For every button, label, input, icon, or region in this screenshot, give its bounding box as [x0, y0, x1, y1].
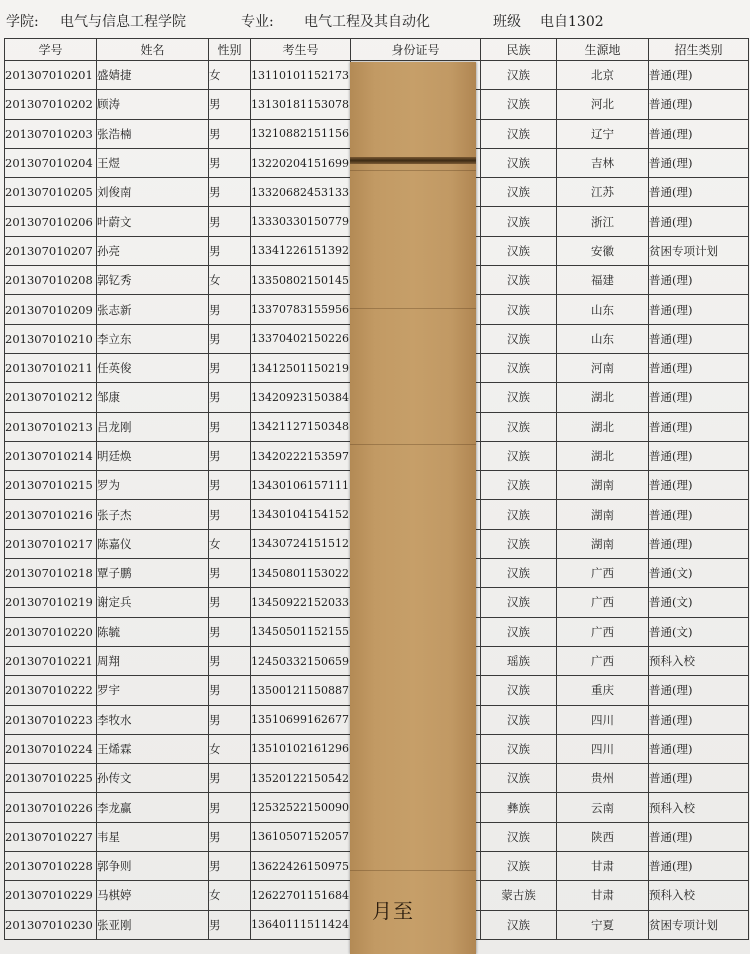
cell-name: 郭钇秀: [97, 266, 209, 295]
major-label: 专业:: [241, 14, 274, 30]
cell-student-id: 201307010220: [5, 617, 97, 646]
cell-name: 孙亮: [97, 236, 209, 265]
cell-origin: 四川: [557, 705, 649, 734]
cell-origin: 福建: [557, 266, 649, 295]
cell-student-id: 201307010201: [5, 61, 97, 90]
table-header-row: [5, 39, 749, 61]
cell-exam-no: 13610507152057: [251, 822, 351, 851]
cell-ethnicity: 汉族: [481, 910, 557, 939]
cell-gender: 男: [209, 441, 251, 470]
cell-student-id: 201307010222: [5, 676, 97, 705]
cell-name: 罗为: [97, 471, 209, 500]
cell-student-id: 201307010215: [5, 471, 97, 500]
cell-category: 普通(理): [649, 353, 749, 382]
cell-exam-no: 12450332150659: [251, 646, 351, 675]
cell-origin: 广西: [557, 617, 649, 646]
strip-crease: [350, 170, 476, 171]
cell-ethnicity: 汉族: [481, 148, 557, 177]
cell-name: 王煜: [97, 148, 209, 177]
cell-name: 张亚刚: [97, 910, 209, 939]
college-value: 电气与信息工程学院: [60, 14, 186, 30]
cell-gender: 男: [209, 119, 251, 148]
cell-gender: 男: [209, 471, 251, 500]
cell-origin: 四川: [557, 734, 649, 763]
cell-gender: 男: [209, 793, 251, 822]
cell-student-id: 201307010217: [5, 529, 97, 558]
cell-origin: 山东: [557, 324, 649, 353]
cell-name: 张志新: [97, 295, 209, 324]
strip-handwriting: 月至: [372, 899, 414, 923]
cell-category: 预科入校: [649, 793, 749, 822]
cell-exam-no: 13450501152155: [251, 617, 351, 646]
col-header-category: 招生类别: [649, 39, 749, 61]
cell-gender: 男: [209, 822, 251, 851]
cell-origin: 广西: [557, 646, 649, 675]
cell-ethnicity: 汉族: [481, 61, 557, 90]
cell-student-id: 201307010228: [5, 852, 97, 881]
cell-name: 任英俊: [97, 353, 209, 382]
col-header-origin: 生源地: [557, 39, 649, 61]
cell-ethnicity: 汉族: [481, 705, 557, 734]
cell-origin: 甘肃: [557, 881, 649, 910]
cell-category: 贫困专项计划: [649, 236, 749, 265]
cell-ethnicity: 汉族: [481, 471, 557, 500]
cell-exam-no: 13350802150145: [251, 266, 351, 295]
cell-origin: 吉林: [557, 148, 649, 177]
cell-ethnicity: 蒙古族: [481, 881, 557, 910]
cell-ethnicity: 汉族: [481, 734, 557, 763]
cell-ethnicity: 汉族: [481, 266, 557, 295]
cell-student-id: 201307010229: [5, 881, 97, 910]
cell-exam-no: 13320682453133: [251, 178, 351, 207]
cell-gender: 男: [209, 412, 251, 441]
major-value: 电气工程及其自动化: [304, 14, 430, 30]
col-header-student-id: 学号: [5, 39, 97, 61]
cell-gender: 男: [209, 705, 251, 734]
cell-student-id: 201307010219: [5, 588, 97, 617]
cell-student-id: 201307010225: [5, 764, 97, 793]
cell-name: 韦星: [97, 822, 209, 851]
cell-name: 李龙赢: [97, 793, 209, 822]
cell-gender: 男: [209, 588, 251, 617]
cell-student-id: 201307010213: [5, 412, 97, 441]
cell-exam-no: 13370402150226: [251, 324, 351, 353]
cell-name: 罗宇: [97, 676, 209, 705]
cell-ethnicity: 汉族: [481, 588, 557, 617]
cell-gender: 男: [209, 852, 251, 881]
cell-exam-no: 13450922152033: [251, 588, 351, 617]
col-header-name: 姓名: [97, 39, 209, 61]
cell-exam-no: 13450801153022: [251, 559, 351, 588]
cell-category: 预科入校: [649, 881, 749, 910]
cell-ethnicity: 汉族: [481, 822, 557, 851]
cell-exam-no: 13420222153597: [251, 441, 351, 470]
cell-student-id: 201307010216: [5, 500, 97, 529]
cell-gender: 男: [209, 324, 251, 353]
cell-name: 张子杰: [97, 500, 209, 529]
cell-category: 普通(理): [649, 529, 749, 558]
cell-ethnicity: 汉族: [481, 617, 557, 646]
cell-exam-no: 13510699162677: [251, 705, 351, 734]
cell-origin: 江苏: [557, 178, 649, 207]
cell-origin: 山东: [557, 295, 649, 324]
cell-ethnicity: 汉族: [481, 441, 557, 470]
cell-ethnicity: 汉族: [481, 178, 557, 207]
cell-name: 郭争则: [97, 852, 209, 881]
cell-exam-no: 13421127150348: [251, 412, 351, 441]
cell-category: 普通(理): [649, 822, 749, 851]
cell-origin: 广西: [557, 559, 649, 588]
class-label: 班级: [493, 14, 521, 30]
cell-gender: 男: [209, 236, 251, 265]
cell-gender: 男: [209, 295, 251, 324]
cell-origin: 甘肃: [557, 852, 649, 881]
cell-category: 普通(文): [649, 588, 749, 617]
cell-gender: 男: [209, 148, 251, 177]
cell-gender: 男: [209, 90, 251, 119]
cell-exam-no: 13430106157111: [251, 471, 351, 500]
cell-category: 贫困专项计划: [649, 910, 749, 939]
cell-exam-no: 12532522150090: [251, 793, 351, 822]
cell-origin: 陕西: [557, 822, 649, 851]
cell-category: 普通(理): [649, 412, 749, 441]
cell-gender: 女: [209, 61, 251, 90]
cell-student-id: 201307010210: [5, 324, 97, 353]
cell-gender: 男: [209, 676, 251, 705]
cell-origin: 湖南: [557, 529, 649, 558]
cell-name: 明廷焕: [97, 441, 209, 470]
cell-origin: 湖北: [557, 441, 649, 470]
cell-student-id: 201307010214: [5, 441, 97, 470]
cell-exam-no: 13130181153078: [251, 90, 351, 119]
cell-exam-no: 12622701151684: [251, 881, 351, 910]
cell-category: 普通(理): [649, 705, 749, 734]
cell-origin: 湖南: [557, 471, 649, 500]
cell-category: 普通(理): [649, 441, 749, 470]
cell-exam-no: 13330330150779: [251, 207, 351, 236]
cell-student-id: 201307010206: [5, 207, 97, 236]
cell-gender: 男: [209, 383, 251, 412]
cell-student-id: 201307010202: [5, 90, 97, 119]
cell-category: 普通(理): [649, 383, 749, 412]
cell-category: 普通(理): [649, 471, 749, 500]
cell-student-id: 201307010223: [5, 705, 97, 734]
cell-category: 普通(文): [649, 559, 749, 588]
cell-student-id: 201307010221: [5, 646, 97, 675]
col-header-exam-no: 考生号: [251, 39, 351, 61]
cell-name: 李牧水: [97, 705, 209, 734]
cell-name: 王烯霖: [97, 734, 209, 763]
cell-ethnicity: 汉族: [481, 353, 557, 382]
cell-category: 普通(理): [649, 119, 749, 148]
cell-origin: 安徽: [557, 236, 649, 265]
cell-category: 普通(理): [649, 764, 749, 793]
cell-ethnicity: 汉族: [481, 529, 557, 558]
cell-name: 邹康: [97, 383, 209, 412]
cell-exam-no: 13412501150219: [251, 353, 351, 382]
cell-ethnicity: 汉族: [481, 119, 557, 148]
cell-ethnicity: 汉族: [481, 764, 557, 793]
cell-category: 普通(理): [649, 500, 749, 529]
cell-category: 普通(理): [649, 324, 749, 353]
cell-name: 盛婧捷: [97, 61, 209, 90]
cell-ethnicity: 汉族: [481, 295, 557, 324]
col-header-id-card: 身份证号: [351, 39, 481, 61]
cell-name: 马棋婷: [97, 881, 209, 910]
cell-category: 普通(理): [649, 266, 749, 295]
cell-name: 张浩楠: [97, 119, 209, 148]
cell-gender: 男: [209, 353, 251, 382]
cell-exam-no: 13510102161296: [251, 734, 351, 763]
cell-exam-no: 13220204151699: [251, 148, 351, 177]
cell-category: 普通(理): [649, 676, 749, 705]
cell-student-id: 201307010227: [5, 822, 97, 851]
cell-name: 陈毓: [97, 617, 209, 646]
cell-category: 普通(理): [649, 734, 749, 763]
cell-name: 覃子鹏: [97, 559, 209, 588]
cell-name: 陈嘉仪: [97, 529, 209, 558]
cell-gender: 男: [209, 500, 251, 529]
cell-origin: 宁夏: [557, 910, 649, 939]
cell-name: 孙传文: [97, 764, 209, 793]
cell-ethnicity: 汉族: [481, 412, 557, 441]
cell-student-id: 201307010204: [5, 148, 97, 177]
cell-gender: 男: [209, 207, 251, 236]
cell-origin: 广西: [557, 588, 649, 617]
cell-gender: 男: [209, 646, 251, 675]
cell-gender: 女: [209, 881, 251, 910]
roster-info-line: [0, 6, 750, 34]
cell-origin: 湖南: [557, 500, 649, 529]
cell-origin: 浙江: [557, 207, 649, 236]
cell-gender: 女: [209, 734, 251, 763]
col-header-ethnicity: 民族: [481, 39, 557, 61]
cell-ethnicity: 汉族: [481, 852, 557, 881]
cell-name: 叶蔚文: [97, 207, 209, 236]
cell-exam-no: 13430724151512: [251, 529, 351, 558]
cell-exam-no: 13520122150542: [251, 764, 351, 793]
cell-category: 普通(理): [649, 90, 749, 119]
class-value: 电自1302: [540, 14, 604, 30]
cell-category: 普通(文): [649, 617, 749, 646]
cell-ethnicity: 汉族: [481, 90, 557, 119]
cell-exam-no: 13370783155956: [251, 295, 351, 324]
covering-paper-strip: [350, 62, 476, 954]
cell-ethnicity: 汉族: [481, 676, 557, 705]
cell-exam-no: 13420923150384: [251, 383, 351, 412]
cell-student-id: 201307010203: [5, 119, 97, 148]
cell-ethnicity: 汉族: [481, 383, 557, 412]
cell-category: 普通(理): [649, 148, 749, 177]
cell-category: 普通(理): [649, 61, 749, 90]
cell-gender: 男: [209, 910, 251, 939]
cell-ethnicity: 汉族: [481, 559, 557, 588]
cell-exam-no: 13430104154152: [251, 500, 351, 529]
cell-exam-no: 13110101152173: [251, 61, 351, 90]
strip-crease: [350, 870, 476, 871]
cell-gender: 女: [209, 529, 251, 558]
cell-category: 普通(理): [649, 207, 749, 236]
cell-origin: 湖北: [557, 383, 649, 412]
strip-crease: [350, 444, 476, 445]
cell-student-id: 201307010226: [5, 793, 97, 822]
cell-origin: 河南: [557, 353, 649, 382]
cell-origin: 云南: [557, 793, 649, 822]
strip-crease: [350, 308, 476, 309]
cell-student-id: 201307010212: [5, 383, 97, 412]
cell-student-id: 201307010209: [5, 295, 97, 324]
cell-student-id: 201307010205: [5, 178, 97, 207]
cell-gender: 男: [209, 617, 251, 646]
cell-name: 周翔: [97, 646, 209, 675]
cell-exam-no: 13622426150975: [251, 852, 351, 881]
cell-name: 李立东: [97, 324, 209, 353]
cell-gender: 女: [209, 266, 251, 295]
cell-category: 预科入校: [649, 646, 749, 675]
cell-name: 顾涛: [97, 90, 209, 119]
cell-origin: 河北: [557, 90, 649, 119]
cell-category: 普通(理): [649, 295, 749, 324]
col-header-gender: 性别: [209, 39, 251, 61]
cell-gender: 男: [209, 764, 251, 793]
cell-name: 吕龙刚: [97, 412, 209, 441]
cell-name: 谢定兵: [97, 588, 209, 617]
cell-ethnicity: 汉族: [481, 236, 557, 265]
cell-exam-no: 13210882151156: [251, 119, 351, 148]
cell-origin: 重庆: [557, 676, 649, 705]
cell-ethnicity: 汉族: [481, 324, 557, 353]
strip-tape-band: [350, 157, 476, 164]
cell-student-id: 201307010211: [5, 353, 97, 382]
cell-ethnicity: 汉族: [481, 207, 557, 236]
cell-name: 刘俊南: [97, 178, 209, 207]
cell-exam-no: 13341226151392: [251, 236, 351, 265]
cell-ethnicity: 瑶族: [481, 646, 557, 675]
cell-category: 普通(理): [649, 852, 749, 881]
cell-origin: 辽宁: [557, 119, 649, 148]
cell-exam-no: 13500121150887: [251, 676, 351, 705]
cell-category: 普通(理): [649, 178, 749, 207]
cell-student-id: 201307010230: [5, 910, 97, 939]
cell-gender: 男: [209, 178, 251, 207]
cell-student-id: 201307010207: [5, 236, 97, 265]
college-label: 学院:: [6, 14, 39, 30]
cell-student-id: 201307010224: [5, 734, 97, 763]
cell-student-id: 201307010218: [5, 559, 97, 588]
cell-student-id: 201307010208: [5, 266, 97, 295]
cell-ethnicity: 彝族: [481, 793, 557, 822]
cell-origin: 贵州: [557, 764, 649, 793]
cell-origin: 北京: [557, 61, 649, 90]
cell-gender: 男: [209, 559, 251, 588]
cell-exam-no: 13640111511424: [251, 910, 351, 939]
cell-ethnicity: 汉族: [481, 500, 557, 529]
cell-origin: 湖北: [557, 412, 649, 441]
